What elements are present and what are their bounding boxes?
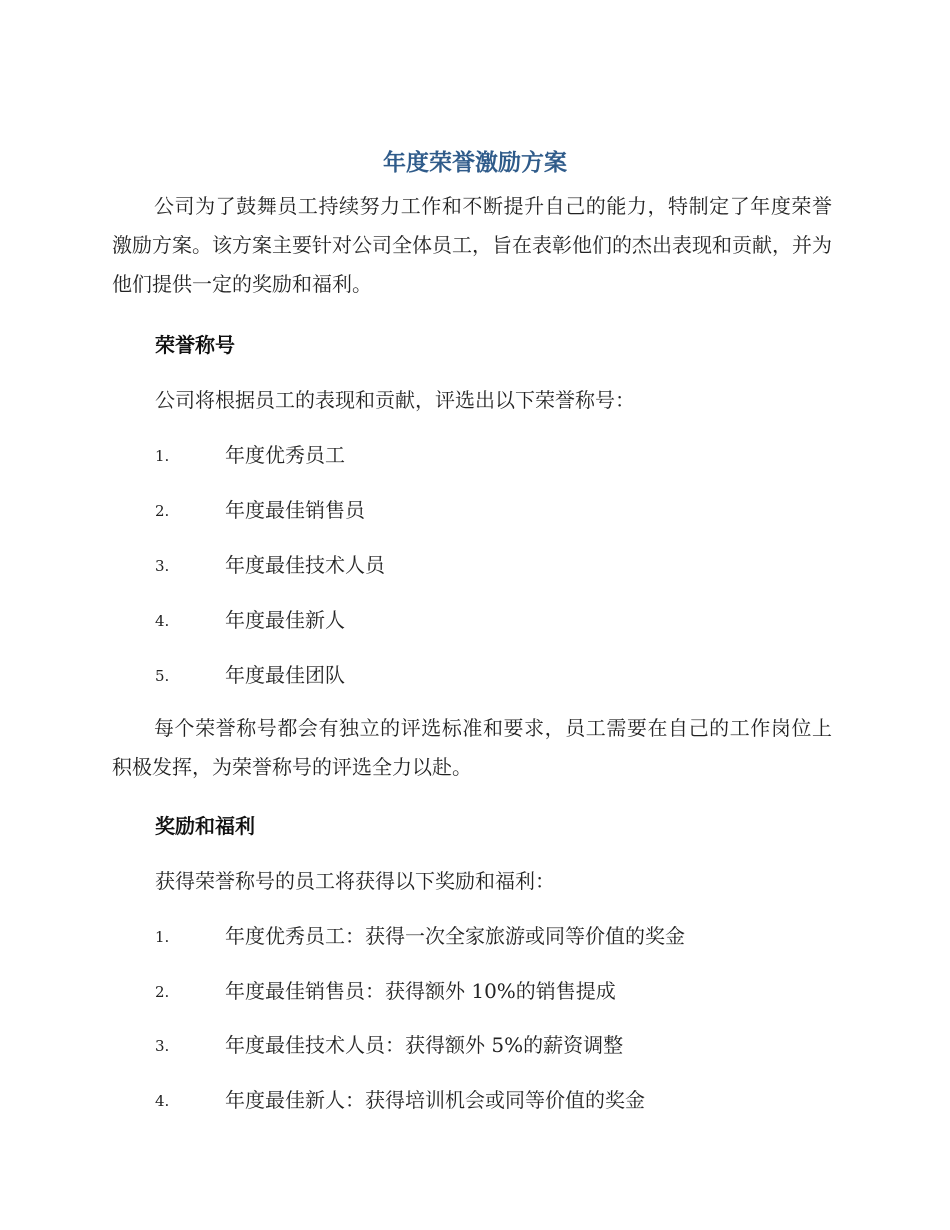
list-item (155, 660, 835, 690)
list-item-text: 年度优秀员工：获得一次全家旅游或同等价值的奖金 (225, 924, 685, 948)
list-number: 3. (155, 1037, 170, 1055)
list-item (155, 1085, 835, 1115)
list-item-text: 年度最佳技术人员 (225, 553, 385, 577)
list-item (155, 605, 835, 635)
rewards-lead-text: 获得荣誉称号的员工将获得以下奖励和福利： (155, 869, 555, 893)
list-item (155, 976, 835, 1006)
list-number: 5. (155, 667, 170, 685)
list-item-text: 年度优秀员工 (225, 443, 345, 467)
list-item-text: 年度最佳新人 (225, 608, 345, 632)
list-number: 4. (155, 612, 170, 630)
list-number: 4. (155, 1092, 170, 1110)
list-item-text: 年度最佳销售员：获得额外 10%的销售提成 (225, 979, 616, 1003)
honors-lead-text: 公司将根据员工的表现和贡献，评选出以下荣誉称号： (155, 388, 635, 412)
list-item-text: 年度最佳团队 (225, 663, 345, 687)
document-title: 年度荣誉激励方案 (383, 150, 567, 176)
list-item (155, 921, 835, 951)
section-heading-honors: 荣誉称号 (155, 333, 235, 357)
intro-paragraph: 公司为了鼓舞员工持续努力工作和不断提升自己的能力，特制定了年度荣誉激励方案。该方案主要针对公司全体员工，旨在表彰他们的杰出表现和贡献，并为他们提供一定的奖励和福利。 (112, 194, 832, 296)
list-number: 3. (155, 557, 170, 575)
section-heading-rewards: 奖励和福利 (155, 814, 255, 838)
list-item (155, 1030, 835, 1060)
list-number: 2. (155, 502, 170, 520)
list-item (155, 550, 835, 580)
list-number: 1. (155, 447, 170, 465)
honors-closing-paragraph: 每个荣誉称号都会有独立的评选标准和要求，员工需要在自己的工作岗位上积极发挥，为荣誉称号的评选全力以赴。 (112, 716, 832, 779)
list-item (155, 440, 835, 470)
list-item-text: 年度最佳新人：获得培训机会或同等价值的奖金 (225, 1088, 645, 1112)
list-number: 2. (155, 983, 170, 1001)
list-item-text: 年度最佳技术人员：获得额外 5%的薪资调整 (225, 1033, 624, 1057)
list-item (155, 495, 835, 525)
list-number: 1. (155, 928, 170, 946)
list-item-text: 年度最佳销售员 (225, 498, 365, 522)
